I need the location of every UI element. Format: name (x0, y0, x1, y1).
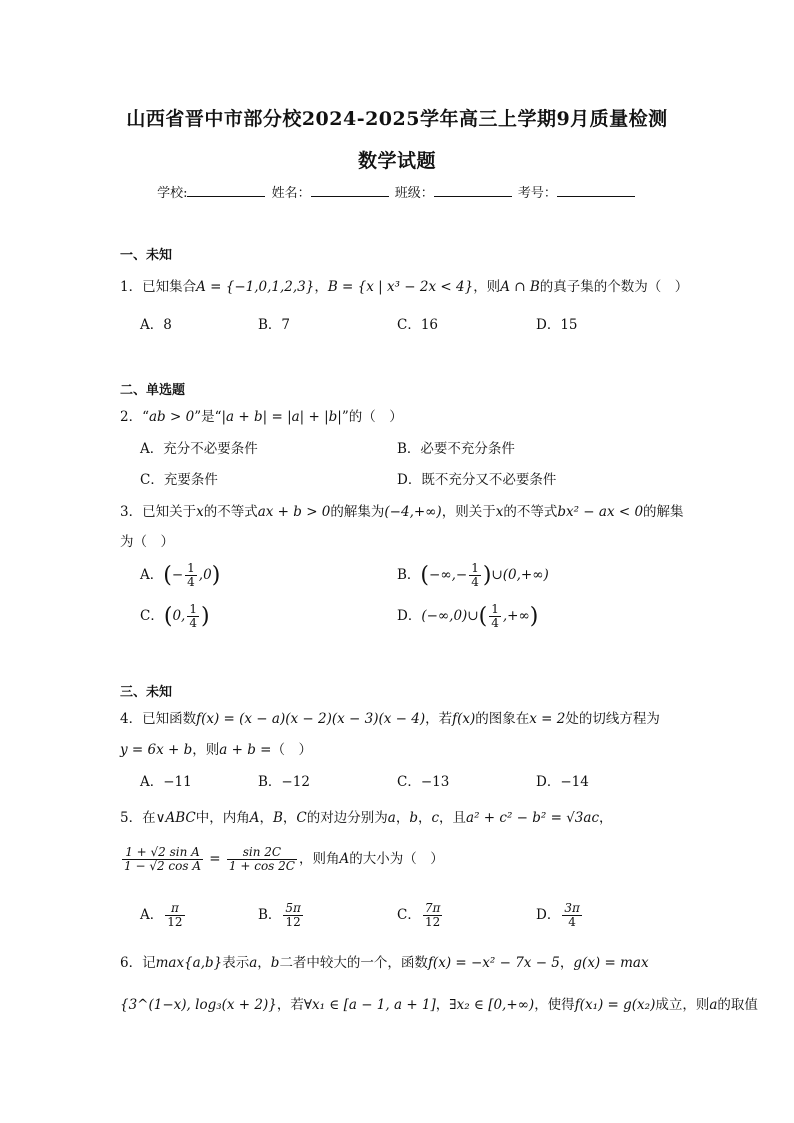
q4-func: f(x) = (x − a)(x − 2)(x − 3)(x − 4) (196, 711, 426, 727)
question-2-stem (120, 405, 680, 425)
q5-optB-den: 12 (285, 915, 301, 930)
q5-comma-2: ， (282, 810, 297, 826)
question-4-stem-cont (120, 738, 680, 758)
q5-optD-frac (562, 902, 582, 929)
q3-option-d[interactable]: D．(−∞,0)∪( $\frac{1}{4}$ ,+∞) (397, 602, 539, 631)
q2-option-b[interactable]: B．必要不充分条件 (397, 441, 515, 457)
q4-text-c: 的图象在 (475, 711, 530, 727)
q3-text-d: ，则关于 (441, 504, 496, 520)
q5-optB-num: 5π (285, 901, 301, 915)
q3-optA-den: 4 (187, 575, 195, 590)
q4-sum: a + b = (219, 742, 272, 758)
q5-text-f: ，则角 (298, 851, 340, 868)
q3-option-c[interactable]: C．(0, $\frac{1}{4}$ ) (140, 602, 210, 631)
q3-optD-den: 4 (491, 616, 499, 631)
q5-optB-label: B． (258, 907, 282, 924)
q2-cond1: ab > 0 (149, 409, 195, 425)
q2-cond2: |a + b| = |a| + |b| (221, 409, 342, 425)
q5-text-d: ，且 (439, 810, 467, 826)
q6-comma-1: ， (257, 955, 271, 971)
q5-optB-frac (283, 902, 303, 929)
q3-text-e: 的不等式 (503, 504, 558, 520)
q6-text-e: ，使得 (534, 997, 575, 1013)
q2-text-c: ”的（ ） (341, 409, 403, 425)
q5-option-a[interactable] (140, 902, 187, 929)
q3-optD-label: D． (397, 608, 422, 625)
q5-comma-1: ， (259, 810, 273, 826)
q6-eq: f(x₁) = g(x₂) (574, 997, 656, 1013)
q2-option-a[interactable]: A．充分不必要条件 (140, 441, 258, 457)
q6-gx: g(x) = max (573, 955, 649, 971)
q1-option-a[interactable]: A．8 (140, 317, 172, 333)
q2-option-d[interactable]: D．既不充分又不必要条件 (397, 472, 557, 488)
question-6-stem (120, 951, 680, 971)
q3-optB-pre: −∞,− (429, 567, 468, 584)
q3-optA-num: 1 (187, 561, 195, 575)
q2-text-a: 2．“ (120, 409, 149, 425)
q3-optA-label: A． (140, 567, 164, 584)
q3-text-f: 的解集 (643, 504, 684, 520)
q3-optA-post: ,0 (198, 567, 212, 584)
q4-text-b: ，若 (425, 711, 453, 727)
q6-comma-3: ， (435, 997, 450, 1013)
q4-option-b[interactable]: B．−12 (258, 774, 310, 790)
q4-option-d[interactable]: D．−14 (536, 774, 589, 790)
q1-text-a: 1．已知集合 (120, 279, 197, 295)
q3-optC-num: 1 (189, 602, 197, 616)
q3-text-b: 的不等式 (203, 504, 258, 520)
q3-option-a[interactable]: A．(− $\frac{1}{4}$ ,0) (140, 561, 221, 590)
q1-text-b: ，则 (473, 279, 501, 295)
q5-c: c (431, 810, 440, 826)
q5-option-c[interactable] (397, 902, 444, 929)
q5-optD-den: 4 (568, 915, 576, 930)
q5-eqsign: = (205, 851, 225, 868)
q3-optB-den: 4 (471, 575, 479, 590)
q5-rhs-den: 1 + cos 2C (228, 859, 295, 874)
q6-exists: ∃x₂ ∈ [0,+∞) (449, 997, 535, 1013)
q3-optB-label: B． (397, 567, 421, 584)
q5-option-d[interactable] (536, 902, 584, 929)
q3-x1: x (196, 504, 204, 520)
q4-line: y = 6x + b (120, 742, 193, 758)
q3-optC-frac (187, 603, 199, 630)
q5-optC-frac (423, 902, 443, 929)
q6-text-a: 6．记 (120, 955, 156, 971)
q5-triangle: ∨ABC (155, 810, 196, 826)
q2-option-c[interactable]: C．充要条件 (140, 472, 218, 488)
q3-text-c: 的解集为 (330, 504, 385, 520)
q5-comma-4: ， (417, 810, 432, 826)
q1-set-b: B = {x | x³ − 2x < 4} (327, 279, 474, 295)
q5-text-a: 5．在 (120, 810, 156, 826)
q3-optD-num: 1 (491, 602, 499, 616)
q4-fx: f(x) (452, 711, 476, 727)
q4-option-a[interactable]: A．−11 (140, 774, 192, 790)
q5-a: a (387, 810, 396, 826)
q5-optD-num: 3π (564, 901, 580, 915)
q4-text-d: 处的切线方程为 (565, 711, 660, 727)
q3-optC-pre: 0, (172, 608, 186, 625)
q6-text-d: ，若 (276, 997, 304, 1013)
q6-forall: ∀x₁ ∈ [a − 1, a + 1] (303, 997, 436, 1013)
q1-option-c[interactable]: C．16 (397, 317, 439, 333)
class-blank[interactable] (434, 184, 512, 197)
q3-ineq2: bx² − ax < 0 (557, 504, 644, 520)
q5-optA-label: A． (140, 907, 164, 924)
section-heading-2: 二、单选题 (120, 383, 186, 398)
q4-text-e: ，则 (192, 742, 220, 758)
q6-text-b: 表示 (222, 955, 250, 971)
q3-optB-post: ∪(0,+∞) (491, 567, 549, 584)
section-heading-1: 一、未知 (120, 248, 173, 263)
class-label: 班级： (394, 186, 434, 201)
q3-optD-post: ,+∞ (502, 608, 530, 625)
q1-text-c: 的真子集的个数为（ ） (539, 279, 689, 295)
student-info-row (0, 182, 794, 201)
q5-b: b (409, 810, 418, 826)
question-4-stem (120, 707, 680, 727)
q6-text-c: 二者中较大的一个，函数 (279, 955, 428, 971)
q5-A2: A (339, 851, 350, 868)
school-blank[interactable] (187, 184, 265, 197)
school-label: 学校: (157, 186, 188, 201)
q3-text-a: 3．已知关于 (120, 504, 197, 520)
q3-optA-frac (185, 562, 197, 589)
name-label: 姓名： (271, 186, 311, 201)
q5-lhs-den: 1 − √2 cos A (124, 859, 201, 874)
question-5-stem (120, 806, 680, 826)
q6-fx: f(x) = −x² − 7x − 5 (427, 955, 560, 971)
q3-optD-frac (489, 603, 501, 630)
question-6-stem-cont (120, 993, 758, 1013)
q5-text-c: 的对边分别为 (306, 810, 388, 826)
q6-maxab: max{a,b} (155, 955, 223, 971)
q5-eq: a² + c² − b² = √3ac (466, 810, 600, 826)
q1-sep: ， (314, 279, 328, 295)
q3-sol1: (−4,+∞) (384, 504, 442, 520)
question-1-stem (120, 275, 689, 295)
q6-text-g: 的取值 (717, 997, 758, 1013)
q5-optC-num: 7π (424, 901, 441, 915)
q5-lhs-frac (122, 846, 203, 873)
q5-text-e: ， (599, 810, 613, 826)
q5-C: C (296, 810, 307, 826)
question-3-stem-cont: 为（ ） (120, 534, 174, 550)
q6-a: a (249, 955, 258, 971)
q1-expr: A ∩ B (500, 279, 540, 295)
q5-optA-den: 12 (167, 915, 183, 930)
exam-subtitle: 数学试题 (357, 150, 436, 172)
question-5-stem-cont (120, 846, 680, 873)
question-3-stem (120, 500, 684, 520)
q3-optD-pre: (−∞,0)∪ (421, 608, 479, 625)
q6-set: {3^(1−x), log₃(x + 2)} (120, 997, 277, 1013)
q6-b: b (270, 955, 280, 971)
exam-title: 山西省晋中市部分校2024-2025学年高三上学期9月质量检测 (126, 108, 668, 130)
q6-comma-2: ， (559, 955, 574, 971)
q4-text-f: （ ） (271, 742, 312, 758)
q1-set-a: A = {−1,0,1,2,3} (196, 279, 315, 295)
q4-x-eq: x = 2 (529, 711, 566, 727)
q5-option-b[interactable] (258, 902, 305, 929)
q5-comma-3: ， (395, 810, 410, 826)
q5-optC-den: 12 (424, 915, 441, 930)
q3-x2: x (495, 504, 504, 520)
q2-text-b: ”是“ (194, 409, 222, 425)
q6-a2: a (709, 997, 718, 1013)
q3-optB-num: 1 (471, 561, 479, 575)
number-label: 考号： (517, 186, 557, 201)
q3-ineq1: ax + b > 0 (257, 504, 331, 520)
q1-option-d[interactable]: D．15 (536, 317, 578, 333)
q5-A: A (249, 810, 260, 826)
q5-lhs-num: 1 + √2 sin A (122, 846, 203, 860)
q5-text-b: 中，内角 (195, 810, 250, 826)
q5-rhs-num: sin 2C (227, 846, 297, 860)
q5-optA-frac (165, 902, 184, 929)
q4-text-a: 4．已知函数 (120, 711, 197, 727)
q4-option-c[interactable]: C．−13 (397, 774, 450, 790)
section-heading-3: 三、未知 (120, 685, 173, 700)
q3-optC-den: 4 (189, 616, 197, 631)
q5-text-g: 的大小为（ ） (349, 851, 444, 868)
q3-optA-pre: − (171, 567, 184, 584)
q1-option-b[interactable]: B．7 (258, 317, 291, 333)
q5-optA-num: π (165, 902, 184, 916)
q5-optD-label: D． (536, 907, 561, 924)
number-blank[interactable] (557, 184, 635, 197)
q5-optC-label: C． (397, 907, 421, 924)
q6-text-f: 成立，则 (655, 997, 710, 1013)
q3-optC-label: C． (140, 608, 164, 625)
q3-option-b[interactable]: B．(−∞,− $\frac{1}{4}$ )∪(0,+∞) (397, 561, 549, 590)
q5-B: B (272, 810, 283, 826)
name-blank[interactable] (311, 184, 389, 197)
q3-optB-frac (469, 562, 481, 589)
q5-rhs-frac (227, 846, 297, 873)
